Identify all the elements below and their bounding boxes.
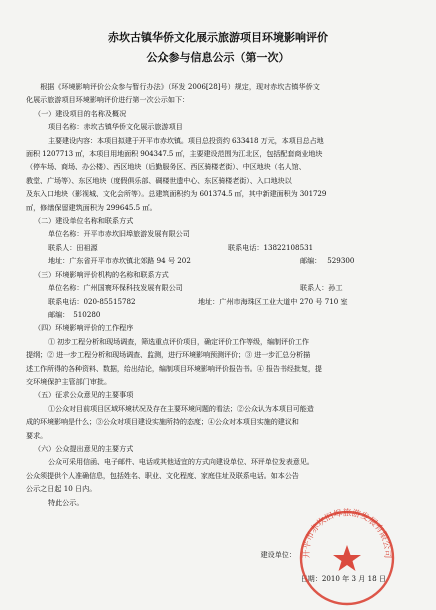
address: 地址：广州市海珠区工业大道中 270 号 710 室 — [198, 296, 348, 306]
contact-phone: 联系电话：13822108531 — [228, 242, 314, 252]
content-line: 及东入口地块（影视城、文化会所等）。总建筑面积约为 601374.5 ㎡，其中新建面积为 301729 — [26, 189, 327, 199]
contact-phone: 联系电话：020-85515782 — [48, 296, 136, 306]
unit-row — [26, 281, 410, 294]
postcode-label: 邮编： — [300, 256, 322, 266]
official-seal — [292, 500, 402, 610]
procedure-line: 述工作所得的各种资料、数据，给出结论，编制项目环境影响评价报告书。④ 报告书经批复，提 — [26, 363, 322, 373]
postcode-value: 529300 — [327, 256, 355, 266]
address: 地址：广东省开平市赤坎镇北郊路 94 号 202 — [48, 256, 191, 266]
seal-star-icon — [333, 545, 361, 571]
unit-name: 单位名称：广州国寰环保科技发展有限公司 — [48, 283, 183, 293]
content-line: 面积 1207713 ㎡，本项目用地面积 904347.5 ㎡，主要建设范围为江北区，包括配套商业地块 — [26, 149, 323, 159]
closing-text: 特此公示。 — [48, 497, 84, 507]
section-heading: （六）公众提出意见的主要方式 — [34, 443, 134, 453]
address-row — [26, 254, 410, 267]
method-line: 公示之日起 10 日内。 — [26, 484, 97, 494]
doc-title: 赤坎古镇华侨文化展示旅游项目环境影响评价 — [108, 31, 328, 44]
signature-unit: 建设单位： — [260, 550, 296, 559]
procedure-line: 交环境保护主管部门审批。 — [26, 376, 112, 386]
unit-name: 单位名称：开平市赤坎旧埠旅游发展有限公司 — [48, 229, 190, 239]
date-label: 日期： — [300, 574, 322, 583]
seal-text: 开平市赤坎旧埠旅游发展有限公司 — [301, 508, 393, 559]
intro-line: 化展示旅游项目环境影响评价进行第一次公示如下： — [26, 95, 190, 105]
procedure-line: ① 初步工程分析和现场调查，筛选重点评价项目，确定评价工作等级，编制评价工作 — [48, 336, 309, 346]
contact-person: 联系人：孙工 — [300, 283, 343, 293]
procedure-line: 提纲；② 进一步工程分析和现场调查、监测，进行环境影响预测评价；③ 进一步汇总分析描 — [26, 350, 311, 360]
opinion-line: ①公众对目前项目区域环境状况及存在主要环境问题的看法；②公众认为本项目可能造 — [48, 403, 314, 413]
content-line: 主要建设内容：本项目拟建于开平市赤坎镇。项目总投资约 633418 万元，本项目总占地 — [48, 135, 324, 145]
phone-row — [26, 295, 410, 308]
intro-line: 根据《环境影响评价公众参与暂行办法》（环发 2006[28]号）规定，现对赤坎古镇华侨文 — [40, 82, 320, 91]
doc-subtitle: 公众参与信息公示（第一次） — [146, 51, 290, 64]
section-heading: （四）环境影响评价的工作程序 — [34, 323, 134, 333]
section-heading: （五）征求公众意见的主要事项 — [34, 390, 134, 400]
method-line: 公众须提供个人准确信息，包括姓名、职业、文化程度、家庭住址及联系电话。如本公告 — [26, 470, 299, 480]
postcode-value: 510280 — [73, 309, 101, 319]
opinion-line: 要求。 — [26, 430, 48, 440]
project-name: 项目名称：赤坎古镇华侨文化展示旅游项目 — [48, 122, 183, 132]
content-line: 教堂、广场等）、东区地块（度假俱乐部、碉楼世遗中心、东区骑楼老街）、入口地块以 — [26, 175, 292, 185]
section-heading: （一）建设项目的名称及概况 — [34, 108, 127, 118]
postcode-label: 邮编： — [48, 309, 70, 319]
postcode-row — [26, 308, 410, 321]
opinion-line: 成的环境影响是什么；③公众对项目建设实施所持的态度；④公众对本项目实施的建议和 — [26, 417, 299, 427]
section-heading: （三）环境影响评价机构的名称和联系方式 — [34, 269, 169, 279]
content-line: （停车场、商场、办公楼）、西区地块（后勤服务区、西区骑楼老街）、中区地块（名人馆、 — [26, 162, 306, 172]
content-line: ㎡，修缮保留建筑面积为 299645.5 ㎡。 — [26, 202, 157, 212]
section-heading: （二）建设单位名称和联系方式 — [34, 216, 134, 226]
contact-person: 联系人：田祖源 — [48, 242, 98, 252]
date-value: 2010 年 3 月 18 日 — [321, 574, 386, 583]
method-line: 公众可采用信函、电子邮件、电话或其他适宜的方式向建设单位、环评单位发表意见。 — [48, 457, 314, 467]
contact-row — [26, 241, 410, 254]
